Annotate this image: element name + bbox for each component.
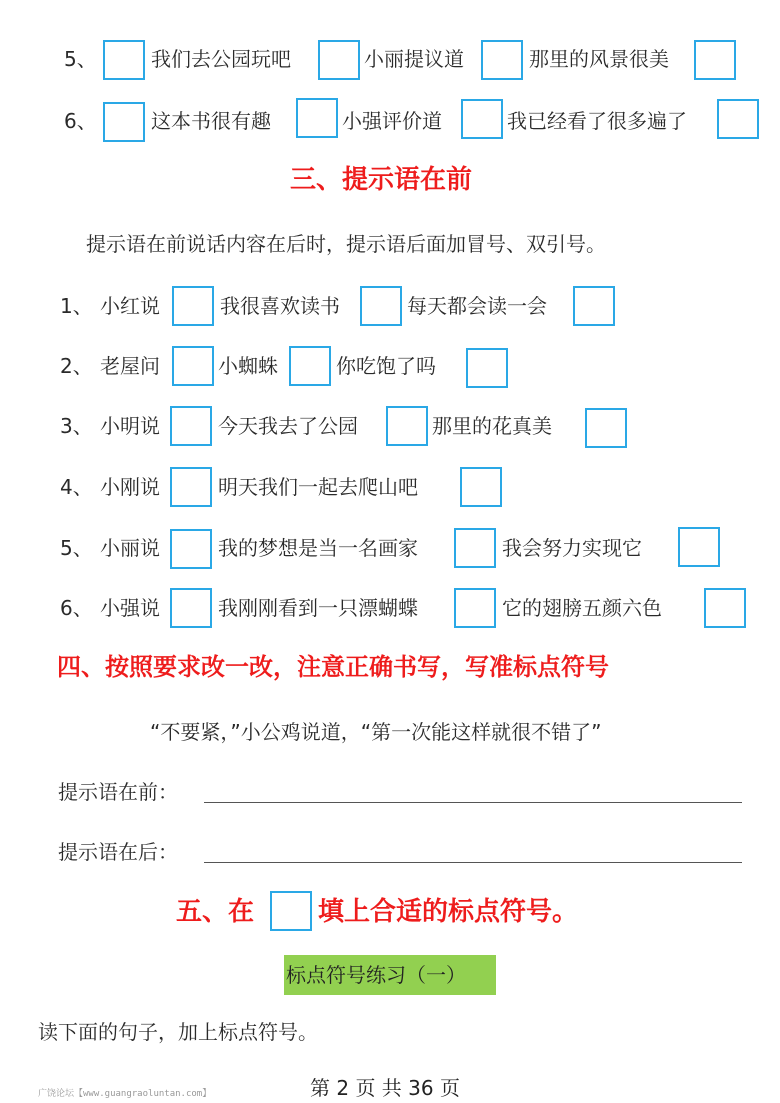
sentence-part: 它的翅膀五颜六色: [502, 596, 662, 620]
item-number: 1、: [60, 294, 93, 318]
item-number: 6、: [64, 109, 97, 133]
punctuation-box[interactable]: [170, 406, 212, 446]
sentence-part: 那里的风景很美: [529, 47, 669, 71]
answer-line[interactable]: [204, 862, 742, 863]
punctuation-box-example: [270, 891, 312, 931]
punctuation-box[interactable]: [172, 286, 214, 326]
sentence-part: 你吃饱了吗: [336, 354, 436, 378]
section5-heading-pre: 五、在: [176, 897, 255, 927]
sentence-part: 小丽提议道: [364, 47, 464, 71]
punctuation-box[interactable]: [103, 102, 145, 142]
sentence-part: 我很喜欢读书: [220, 294, 340, 318]
sentence-part: 每天都会读一会: [407, 294, 547, 318]
speaker: 小明说: [100, 414, 160, 438]
punctuation-box[interactable]: [318, 40, 360, 80]
punctuation-box[interactable]: [296, 98, 338, 138]
punctuation-box[interactable]: [454, 528, 496, 568]
sentence-part: 我刚刚看到一只漂蝴蝶: [218, 596, 418, 620]
sentence-part: 小强评价道: [342, 109, 442, 133]
field-label: 提示语在后：: [58, 840, 178, 864]
punctuation-box[interactable]: [386, 406, 428, 446]
punctuation-box[interactable]: [289, 346, 331, 386]
sentence-part: 小蜘蛛: [218, 354, 278, 378]
speaker: 小强说: [100, 596, 160, 620]
section4-sentence: “不要紧，”小公鸡说道，“第一次能这样就很不错了”: [150, 720, 602, 744]
item-number: 4、: [60, 475, 93, 499]
section3-heading: 三、提示语在前: [290, 165, 473, 195]
punctuation-box[interactable]: [454, 588, 496, 628]
sentence-part: 这本书很有趣: [151, 109, 271, 133]
sentence-part: 我们去公园玩吧: [151, 47, 291, 71]
answer-line[interactable]: [204, 802, 742, 803]
punctuation-box[interactable]: [170, 529, 212, 569]
punctuation-box[interactable]: [460, 467, 502, 507]
exercise-title-label: 标点符号练习（一）: [284, 955, 496, 995]
item-number: 6、: [60, 596, 93, 620]
punctuation-box[interactable]: [466, 348, 508, 388]
sentence-part: 今天我去了公园: [218, 414, 358, 438]
item-number: 5、: [60, 536, 93, 560]
field-label: 提示语在前：: [58, 780, 178, 804]
sentence-part: 那里的花真美: [432, 414, 552, 438]
punctuation-box[interactable]: [461, 99, 503, 139]
watermark-text: 广饶论坛【www.guangraoluntan.com】: [38, 1089, 212, 1099]
punctuation-box[interactable]: [678, 527, 720, 567]
sentence-part: 我会努力实现它: [502, 536, 642, 560]
punctuation-box[interactable]: [573, 286, 615, 326]
speaker: 小红说: [100, 294, 160, 318]
punctuation-box[interactable]: [360, 286, 402, 326]
exercise-instruction: 读下面的句子，加上标点符号。: [38, 1020, 318, 1044]
sentence-part: 我的梦想是当一名画家: [218, 536, 418, 560]
punctuation-box[interactable]: [172, 346, 214, 386]
punctuation-box[interactable]: [170, 588, 212, 628]
sentence-part: 我已经看了很多遍了: [507, 109, 687, 133]
section3-rule: 提示语在前说话内容在后时，提示语后面加冒号、双引号。: [86, 232, 606, 256]
speaker: 小丽说: [100, 536, 160, 560]
section5-heading-post: 填上合适的标点符号。: [318, 897, 579, 927]
sentence-part: 明天我们一起去爬山吧: [218, 475, 418, 499]
punctuation-box[interactable]: [694, 40, 736, 80]
punctuation-box[interactable]: [103, 40, 145, 80]
item-number: 2、: [60, 354, 93, 378]
section4-heading: 四、按照要求改一改，注意正确书写，写准标点符号: [57, 652, 609, 681]
punctuation-box[interactable]: [704, 588, 746, 628]
speaker: 小刚说: [100, 475, 160, 499]
speaker: 老屋问: [100, 354, 160, 378]
page-indicator: 第 2 页 共 36 页: [310, 1076, 460, 1100]
item-number: 3、: [60, 414, 93, 438]
punctuation-box[interactable]: [717, 99, 759, 139]
punctuation-box[interactable]: [481, 40, 523, 80]
item-number: 5、: [64, 47, 97, 71]
punctuation-box[interactable]: [170, 467, 212, 507]
punctuation-box[interactable]: [585, 408, 627, 448]
